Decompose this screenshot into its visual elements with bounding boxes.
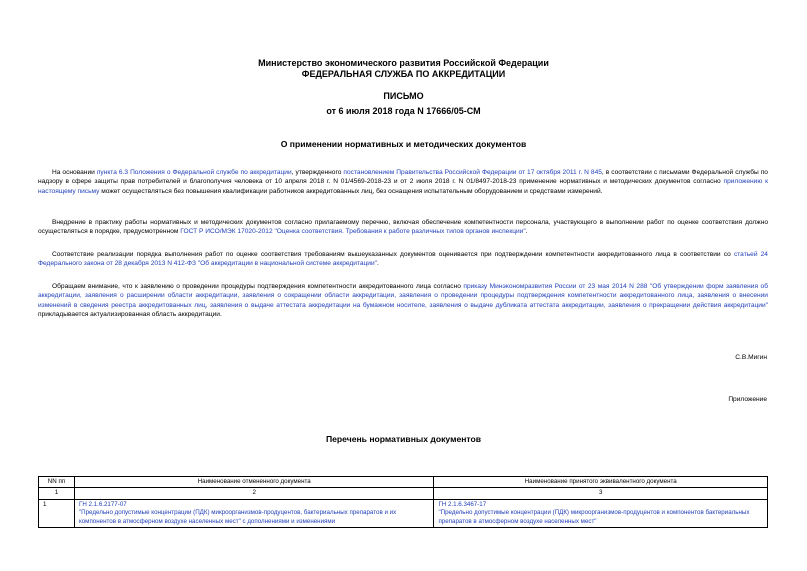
link-ministry-order[interactable]: приказу Минэкономразвития России от 23 мая 2014 N 288 "Об утверждении форм заявления об аккредитации, заявления о расширении области аккредитации, заявления о сокращении области аккредитации, заявления о проведении процедуры подтверждения компетентности аккредитованного лица, заявления о внесении изменений в сведения реестра аккредитованных лиц, заявления о выдаче аттестата аккредитации на бумажном носителе, заявления о выдаче дубликата аттестата аккредитации, заявления о прекращении действия аккредитации" [38,283,768,309]
document-date-number: от 6 июля 2018 года N 17666/05-СМ [326,106,481,116]
paragraph-1 [38,168,768,196]
p3-text-1: Соответствие реализации порядка выполнения работ по оценке соответствия требованиям вышеуказанных документов оценивается при подтверждении компетентности аккредитованного лица в соответствии со [52,251,734,258]
p1-text-4: может осуществляться без повышения квалификации работников аккредитованных лиц, без оснащения испытательным оборудованием и средствами измерений. [99,187,603,195]
table-header-num: NN пп [39,477,75,488]
link-cancelled-doc-code[interactable]: ГН 2.1.6.2177-07 [78,500,127,508]
paragraph-2 [38,218,768,237]
link-accepted-doc-title[interactable]: "Предельно допустимые концентрации (ПДК) микроорганизмов-продуцентов и компонентов бактериальных препаратов в атмосферном воздухе населенных мест" [438,509,750,525]
p3-text-2: . [377,260,379,268]
column-number: 2 [74,488,433,499]
link-regulation-clause[interactable]: пункта 6.3 Положения о Федеральной службе по аккредитации [96,169,292,176]
paragraph-4 [38,282,768,319]
p2-text-1: Внедрение в практику работы нормативных и методических документов согласно прилагаемому перечню, включая обеспечение компетентности персонала, участвующего в выполнении работ по оценке соответствия должно осуществляться в порядке, предусмотренном [38,219,768,236]
p1-text-2: , утвержденного [291,169,344,176]
ministry-name: Министерство экономического развития Российской Федерации [258,58,549,68]
link-appendix[interactable]: приложению к настоящему письму [38,178,768,195]
document-type: ПИСЬМО [383,91,424,101]
link-federal-law[interactable]: статьей 24 Федерального закона от 28 декабря 2013 N 412-ФЗ "Об аккредитации в национальной системе аккредитации" [38,251,768,268]
link-accepted-doc-code[interactable]: ГН 2.1.6.3467-17 [438,500,487,508]
service-name: ФЕДЕРАЛЬНАЯ СЛУЖБА ПО АККРЕДИТАЦИИ [301,69,506,79]
signature: С.В.Мигин [735,354,767,361]
documents-table [38,476,768,528]
table-header-cancelled: Наименование отмененного документа [74,477,433,488]
list-title: Перечень нормативных документов [325,434,482,444]
p4-text-2: прикладывается актуализированная область аккредитации. [38,310,222,318]
column-number: 1 [39,488,75,499]
cancelled-document-cell [74,499,433,527]
appendix-label: Приложение [728,396,767,403]
p1-text-3: , в соответствии с письмами Федеральной службы по надзору в сфере защиты прав потребителей и благополучия человека от 10 апреля 2018 г. N 01/4569-2018-23 и от 2 июля 2018 г. N 01/8497-2018-23 применение нормативных и методических документов согласно [38,169,768,186]
accepted-document-cell [434,499,768,527]
link-gost[interactable]: ГОСТ Р ИСО/МЭК 17020-2012 "Оценка соответствия. Требования к работе различных типов органов инспекции" [180,228,526,236]
link-cancelled-doc-title[interactable]: "Предельно допустимые концентрации (ПДК) микроорганизмов-продуцентов, бактериальных препаратов и их компонентов в атмосферном воздухе населенных мест" с дополнениями и изменениями [78,509,397,525]
column-number: 3 [434,488,768,499]
p1-text-1: На основании [52,169,97,176]
table-header-accepted: Наименование принятого эквивалентного документа [434,477,768,488]
paragraph-3 [38,250,768,269]
link-government-decree[interactable]: постановлением Правительства Российской Федерации от 17 октября 2011 г. N 845 [343,169,602,176]
row-number: 1 [39,499,75,527]
table-column-numbers-row [39,488,768,499]
p4-text-1: Обращаем внимание, что к заявлению о проведении процедуры подтверждения компетентности аккредитованного лица согласно [52,283,464,290]
document-subject: О применении нормативных и методических документов [280,139,527,149]
table-header-row [39,477,768,488]
p2-text-2: . [525,228,528,236]
table-row [39,499,768,527]
